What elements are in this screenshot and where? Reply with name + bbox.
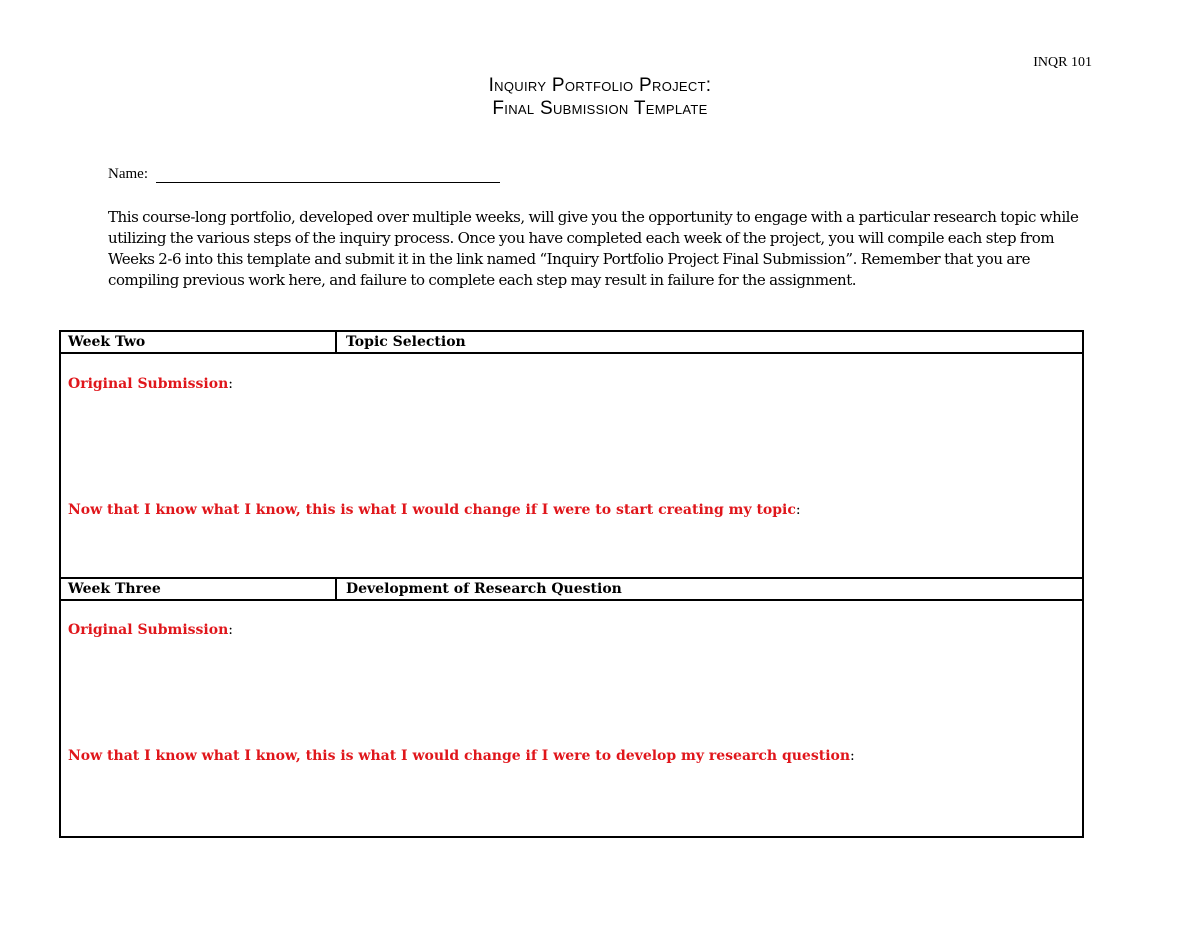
name-field-row — [108, 166, 500, 183]
week-two-topic: Topic Selection — [346, 334, 466, 350]
week-three-change-prompt[interactable]: Now that I know what I know, this is what I would change if I were to develop my research question: — [68, 748, 855, 764]
course-code: INQR 101 — [1033, 55, 1092, 70]
original-submission-label: Original Submission — [68, 376, 229, 392]
week-two-header-row — [61, 332, 1082, 354]
week-two-original-submission[interactable]: Original Submission: — [68, 376, 233, 392]
change-prompt-label: Now that I know what I know, this is what I would change if I were to develop my research question — [68, 748, 851, 764]
week-three-original-submission[interactable]: Original Submission: — [68, 622, 233, 638]
original-submission-label: Original Submission — [68, 622, 229, 638]
title-line-1: Inquiry Portfolio Project: — [488, 75, 712, 96]
page-title — [0, 74, 1200, 120]
submission-table — [59, 330, 1084, 838]
week-three-topic: Development of Research Question — [346, 581, 622, 597]
intro-paragraph: This course-long portfolio, developed over multiple weeks, will give you the opportunity to engage with a particular research topic while utilizing the various steps of the inquiry process. Once you have completed each week of the project, you will compile each step from Weeks 2-6 into this template and submit it in the link named “Inquiry Portfolio Project Final Submission”. Remember that you are compiling previous work here, and failure to complete each step may result in failure for the assignment. — [108, 208, 1079, 289]
week-two-label: Week Two — [61, 332, 337, 352]
name-label: Name: — [108, 166, 148, 182]
week-three-label: Week Three — [61, 579, 337, 599]
title-line-2: Final Submission Template — [492, 98, 708, 119]
week-three-header-row — [61, 577, 1082, 601]
week-two-change-prompt[interactable]: Now that I know what I know, this is what I would change if I were to start creating my topic: — [68, 502, 801, 518]
name-input-line[interactable] — [156, 168, 500, 183]
change-prompt-label: Now that I know what I know, this is what I would change if I were to start creating my topic — [68, 502, 796, 518]
